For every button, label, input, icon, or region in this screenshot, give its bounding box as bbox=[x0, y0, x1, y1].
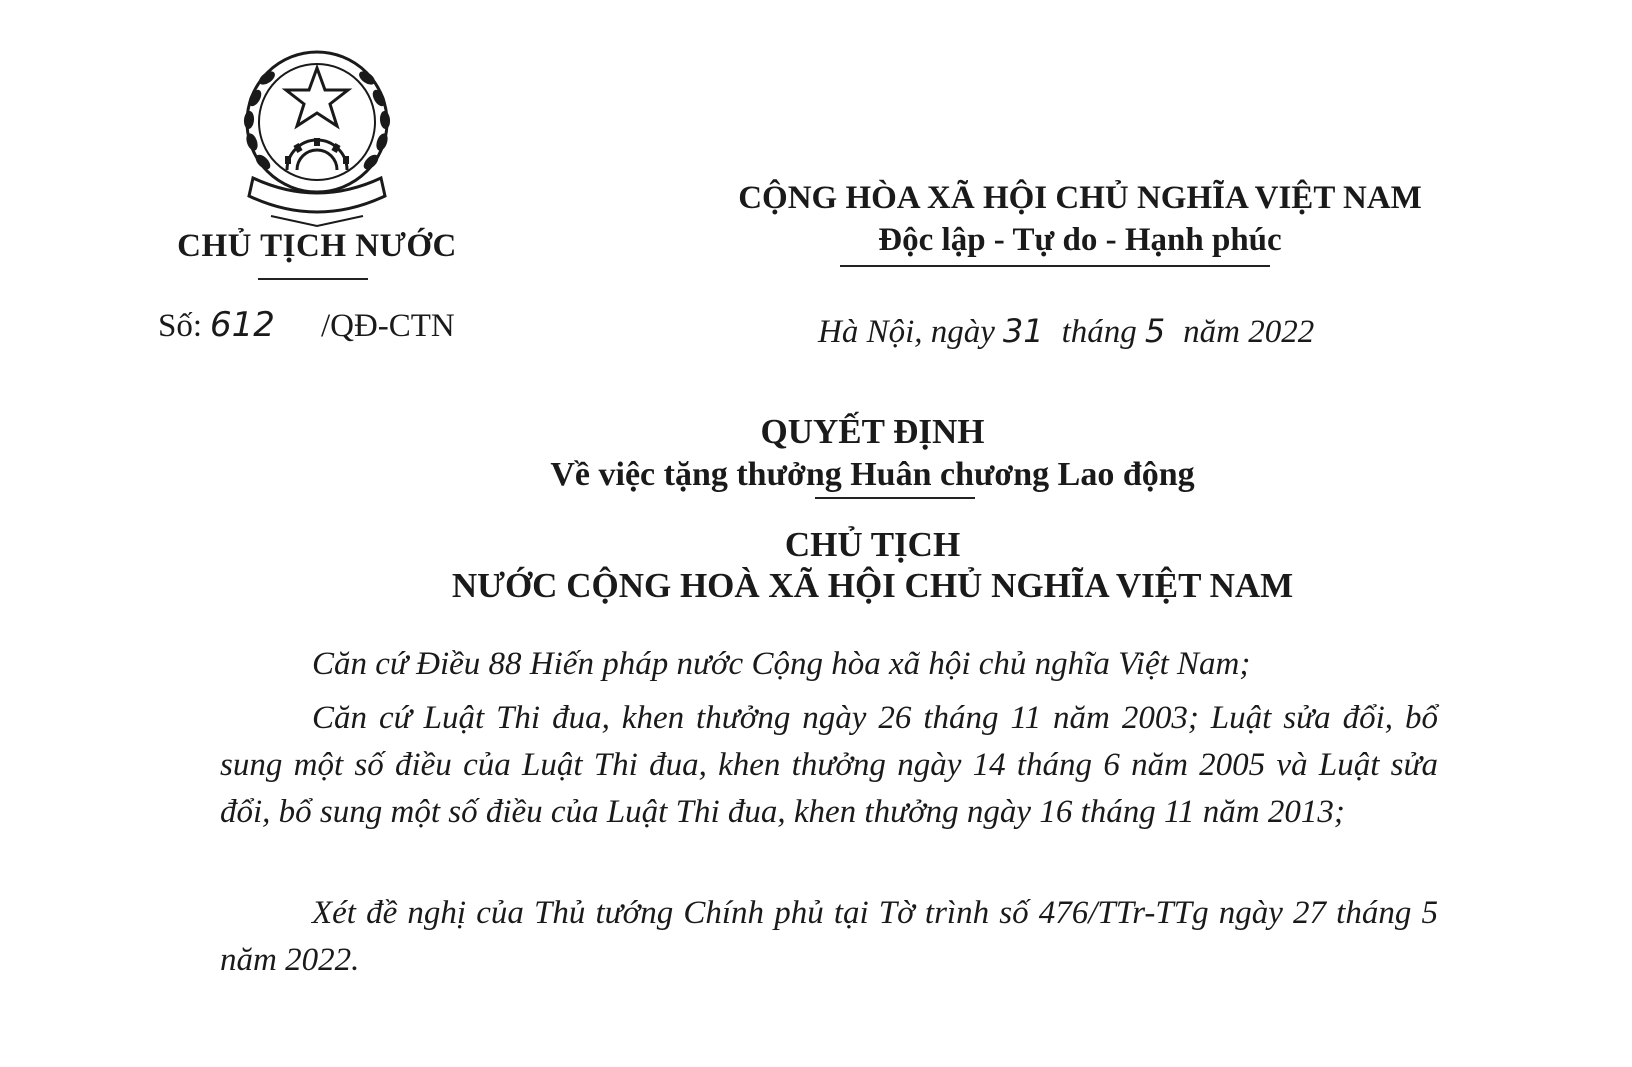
proposal-basis: Xét đề nghị của Thủ tướng Chính phủ tại Tờ trình số 476/TTr-TTg ngày 27 tháng 5 năm 2022. bbox=[220, 895, 1438, 978]
date-year: năm 2022 bbox=[1183, 314, 1315, 350]
national-motto: Độc lập - Tự do - Hạnh phúc bbox=[878, 222, 1282, 258]
motto-underline bbox=[840, 265, 1270, 267]
issuer-underline bbox=[258, 278, 368, 280]
document-number bbox=[158, 305, 455, 345]
number-label: Số: bbox=[158, 308, 203, 344]
date-prefix: Hà Nội, ngày bbox=[818, 314, 995, 350]
date-day: 31 bbox=[1002, 312, 1044, 350]
document-type: QUYẾT ĐỊNH bbox=[760, 412, 985, 451]
issue-date bbox=[818, 312, 1314, 351]
national-emblem-icon bbox=[225, 38, 410, 234]
authority-line-2: NƯỚC CỘNG HOÀ XÃ HỘI CHỦ NGHĨA VIỆT NAM bbox=[451, 566, 1294, 605]
authority-line-1: CHỦ TỊCH bbox=[784, 525, 961, 564]
legal-basis-constitution: Căn cứ Điều 88 Hiến pháp nước Cộng hòa xã hội chủ nghĩa Việt Nam; bbox=[312, 646, 1251, 682]
issuer-name: CHỦ TỊCH NƯỚC bbox=[177, 228, 457, 264]
legal-basis-law: Căn cứ Luật Thi đua, khen thưởng ngày 26 tháng 11 năm 2003; Luật sửa đổi, bổ sung một số điều của Luật Thi đua, khen thưởng ngày 14 tháng 6 năm 2005 và Luật sửa đổi, bổ sung một số điều của Luật Thi đua, khen thưởng ngày 16 tháng 11 năm 2013; bbox=[220, 700, 1438, 830]
republic-name: CỘNG HÒA XÃ HỘI CHỦ NGHĨA VIỆT NAM bbox=[738, 180, 1422, 216]
date-month: 5 bbox=[1144, 312, 1166, 350]
subject-underline bbox=[815, 497, 975, 499]
date-month-label: tháng bbox=[1061, 314, 1137, 350]
number-suffix: /QĐ-CTN bbox=[320, 308, 455, 344]
number-value: 612 bbox=[210, 305, 275, 345]
document-subject: Về việc tặng thưởng Huân chương Lao động bbox=[550, 456, 1195, 493]
